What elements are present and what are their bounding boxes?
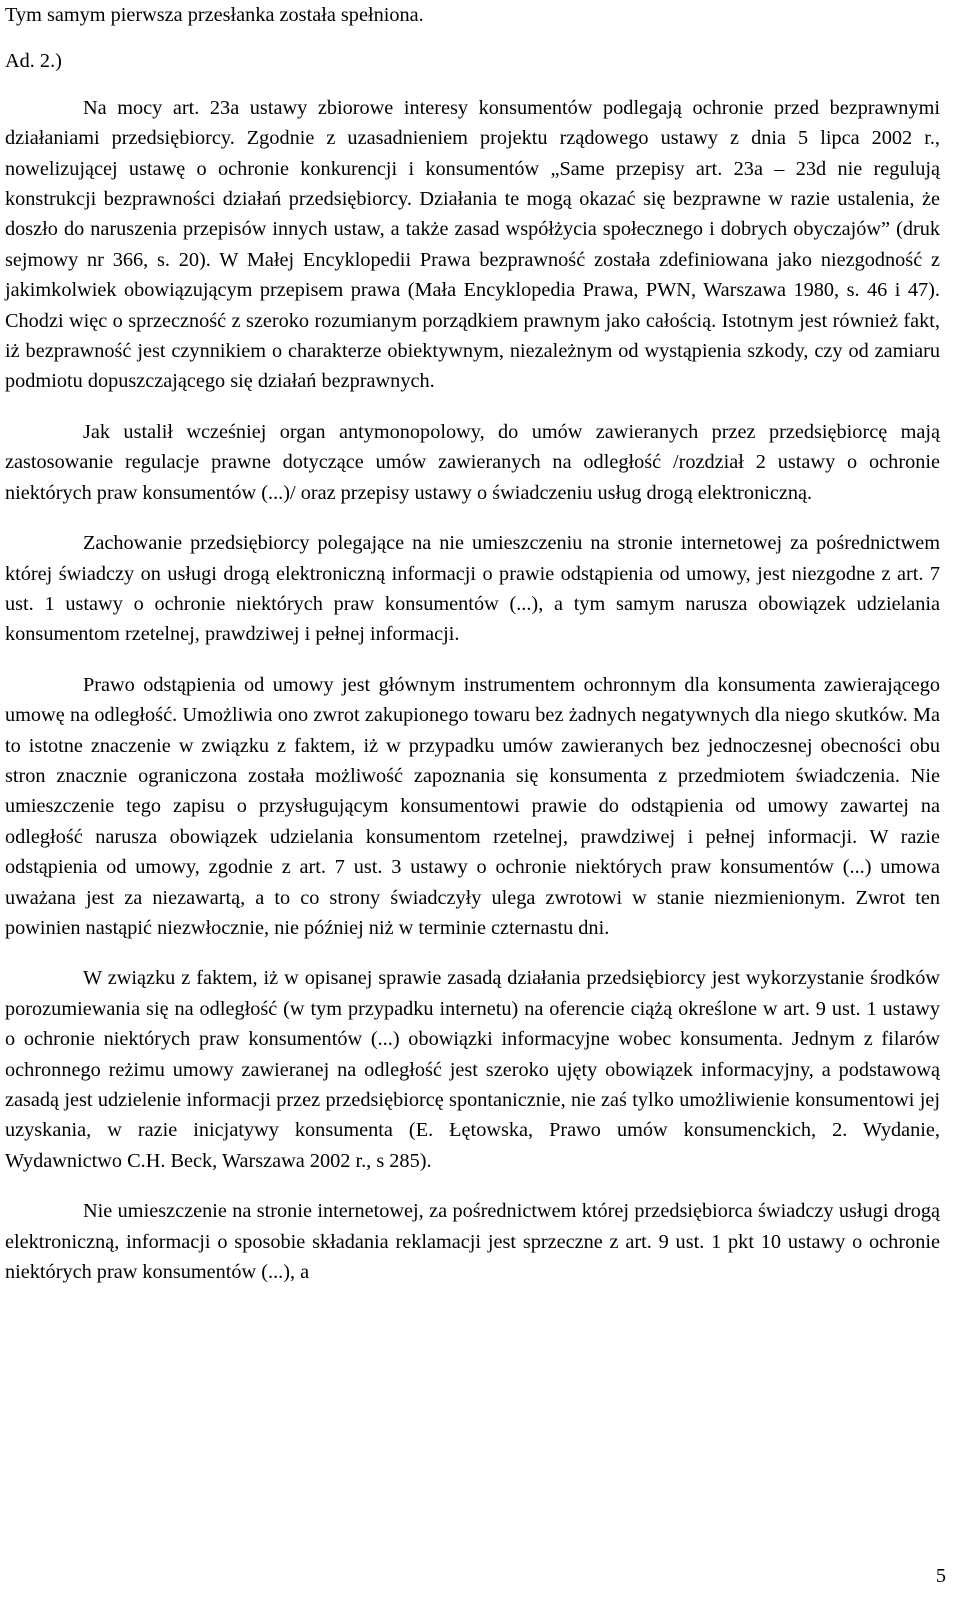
paragraph: W związku z faktem, iż w opisanej sprawie zasadą działania przedsiębiorcy jest wykorzystanie środków porozumiewania się na odległość (w tym przypadku internetu) na oferencie ciążą określone w art. 9 ust. 1 ustawy o ochronie niektórych praw konsumentów (...) obowiązki informacyjne wobec konsumenta. Jednym z filarów ochronnego reżimu umowy zawieranej na odległość jest szeroko ujęty obowiązek informacyjny, a podstawową zasadą jest udzielenie informacji przez przedsiębiorcę spontanicznie, nie zaś tylko umożliwienie konsumentowi jej uzyskania, w razie inicjatywy konsumenta (E. Łętowska, Prawo umów konsumenckich, 2. Wydanie, Wydawnictwo C.H. Beck, Warszawa 2002 r., s 285).: [5, 967, 940, 1172]
paragraph: Jak ustalił wcześniej organ antymonopolowy, do umów zawieranych przez przedsiębiorcę mają zastosowanie regulacje prawne dotyczące umów zawieranych na odległość /rozdział 2 ustawy o ochronie niektórych praw konsumentów (...)/ oraz przepisy ustawy o świadczeniu usług drogą elektroniczną.: [5, 420, 940, 504]
document-page: [5, 0, 940, 1287]
paragraph: Na mocy art. 23a ustawy zbiorowe interesy konsumentów podlegają ochronie przed bezprawnymi działaniami przedsiębiorcy. Zgodnie z uzasadnieniem projektu rządowego ustawy z dnia 5 lipca 2002 r., nowelizującej ustawę o ochronie konkurencji i konsumentów „Same przepisy art. 23a – 23d nie regulują konstrukcji bezprawności działań przedsiębiorcy. Działania te mogą okazać się bezprawne w razie ustalenia, że doszło do naruszenia przepisów innych ustaw, a także zasad współżycia społecznego i dobrych obyczajów” (druk sejmowy nr 366, s. 20). W Małej Encyklopedii Prawa bezprawność została zdefiniowana jako niezgodność z jakimkolwiek obowiązującym przepisem prawa (Mała Encyklopedia Prawa, PWN, Warszawa 1980, s. 46 i 47). Chodzi więc o sprzeczność z szeroko rozumianym porządkiem prawnym jako całością. Istotnym jest również fakt, iż bezprawność jest czynnikiem o charakterze obiektywnym, niezależnym od wystąpienia szkody, czy od zamiaru podmiotu dopuszczającego się działań bezprawnych.: [5, 96, 940, 393]
paragraph: Zachowanie przedsiębiorcy polegające na nie umieszczeniu na stronie internetowej za pośrednictwem której świadczy on usługi drogą elektroniczną informacji o prawie odstąpienia od umowy, jest niezgodne z art. 7 ust. 1 ustawy o ochronie niektórych praw konsumentów (...), a tym samym narusza obowiązek udzielania konsumentom rzetelnej, prawdziwej i pełnej informacji.: [5, 532, 940, 646]
paragraph: Prawo odstąpienia od umowy jest głównym instrumentem ochronnym dla konsumenta zawierającego umowę na odległość. Umożliwia ono zwrot zakupionego towaru bez żadnych negatywnych dla niego skutków. Ma to istotne znaczenie w związku z faktem, iż w przypadku umów zawieranych bez jednoczesnej obecności obu stron znacznie ograniczona została możliwość zapoznania się konsumenta z przedmiotem świadczenia. Nie umieszczenie tego zapisu o przysługującym konsumentowi prawie do odstąpienia od umowy zawartej na odległość narusza obowiązek udzielania konsumentom rzetelnej, prawdziwej i pełnej informacji. W razie odstąpienia od umowy, zgodnie z art. 7 ust. 3 ustawy o ochronie niektórych praw konsumentów (...) umowa uważana jest za niezawartą, a to co strony świadczyły ulega zwrotowi w stanie niezmienionym. Zwrot ten powinien nastąpić niezwłocznie, nie później niż w terminie czternastu dni.: [5, 673, 940, 939]
page-number: 5: [935, 1565, 946, 1587]
paragraph: Nie umieszczenie na stronie internetowej, za pośrednictwem której przedsiębiorca świadczy usługi drogą elektroniczną, informacji o sposobie składania reklamacji jest sprzeczne z art. 9 ust. 1 pkt 10 ustawy o ochronie niektórych praw konsumentów (...), a: [5, 1200, 940, 1284]
section-label: Ad. 2.): [5, 50, 62, 73]
intro-line: Tym samym pierwsza przesłanka została spełniona.: [5, 4, 424, 26]
